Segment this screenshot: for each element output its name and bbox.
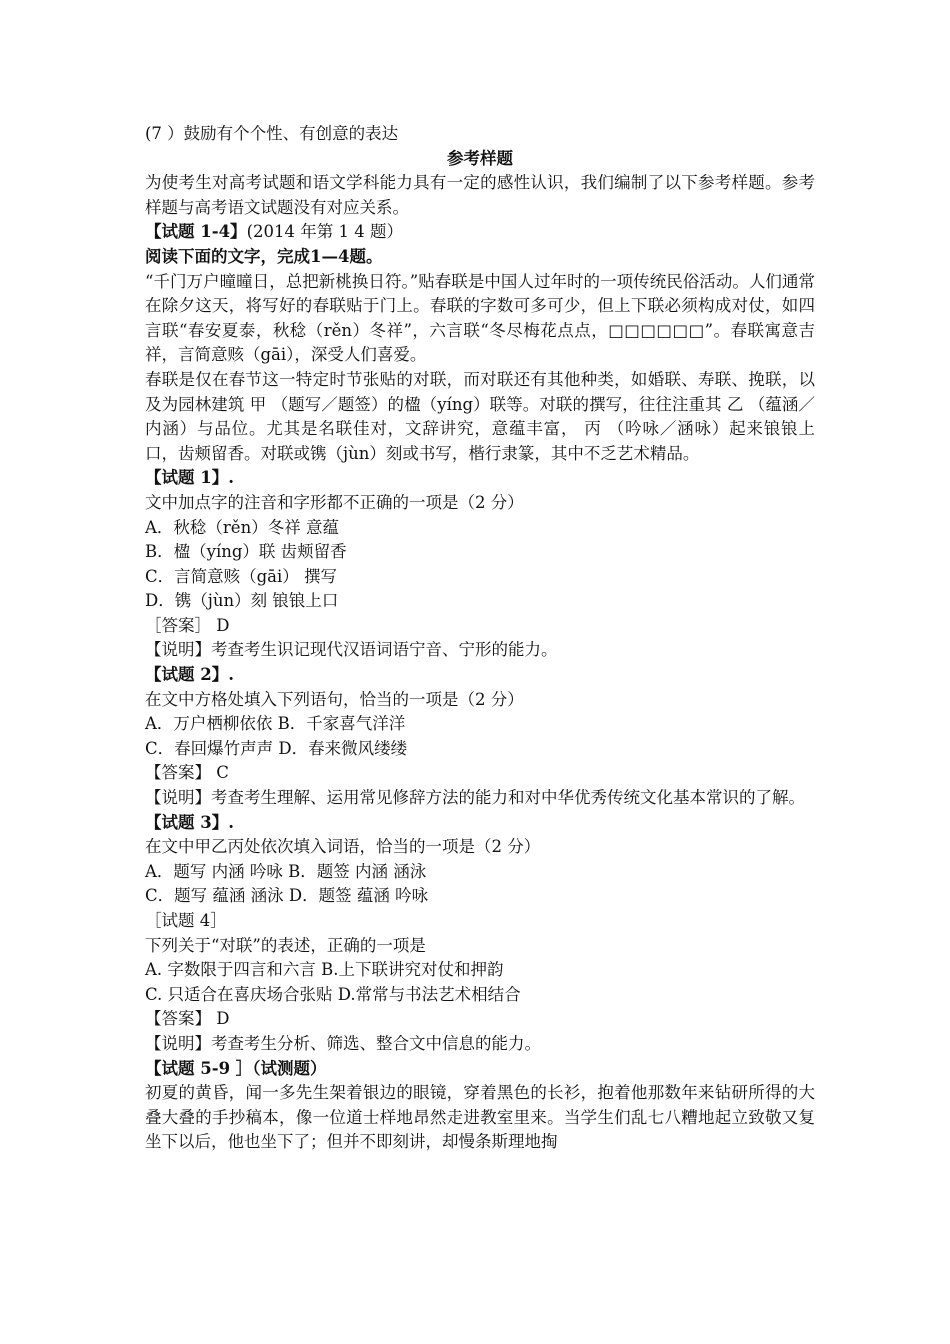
- option-line: A．万户栖柳依依 B．千家喜气洋洋: [145, 714, 406, 734]
- explanation-paragraph: 【说明】考查考生理解、运用常见修辞方法的能力和对中华优秀传统文化基本常识的了解。: [145, 788, 805, 808]
- question-label: 【试题 1】.: [145, 468, 234, 488]
- question-label: 【试题 2】.: [145, 665, 234, 685]
- reading-instruction: 阅读下面的文字，完成1—4题。: [145, 246, 383, 266]
- question-label: ［试题 4］: [145, 911, 227, 930]
- answer-line: 【答案】 C: [145, 763, 229, 783]
- question-group-source: (2014 年第 1 4 题）: [246, 222, 403, 242]
- option-line: B．楹（yíng）联 齿颊留香: [145, 542, 347, 562]
- answer-line: 【答案】 D: [145, 1009, 230, 1029]
- question-stem: 下列关于“对联”的表述，正确的一项是: [145, 935, 426, 955]
- option-line: C．言简意赅（gāi） 撰写: [145, 566, 338, 586]
- question-stem: 文中加点字的注音和字形都不正确的一项是（2 分）: [145, 492, 524, 512]
- question-label: 【试题 3】.: [145, 812, 234, 832]
- question-group-header: [145, 220, 815, 245]
- option-line: D．镌（jùn）刻 锒锒上口: [145, 591, 339, 611]
- option-line: A．秋稔（rěn）冬祥 意蕴: [145, 517, 339, 537]
- passage-paragraph: 春联是仅在春节这一特定时节张贴的对联，而对联还有其他种类，如婚联、寿联、挽联，以及为园林建筑 甲 （题写／题签）的楹（yíng）联等。对联的撰写，往往注重其 乙 （蕴涵／内涵）与品位。尤其是名联佳对，文辞讲究，意蕴丰富， 丙 （吟咏／涵咏）起来锒锒上口，齿颊留香。对联或镌（jùn）刻或书写，楷行隶篆，其中不乏艺术精品。: [145, 369, 815, 463]
- passage-paragraph: “千门万户曈曈日，总把新桃换日符。”贴春联是中国人过年时的一项传统民俗活动。人们通常在除夕这天，将写好的春联贴于门上。春联的字数可多可少，但上下联必须构成对仗，如四言联“春安夏泰，秋稔（rěn）冬祥”，六言联“冬尽梅花点点，□□□□□□”。春联寓意吉祥，言简意赅（gāi），深受人们喜爱。: [145, 271, 815, 365]
- explanation-line: 【说明】考查考生分析、筛选、整合文中信息的能力。: [145, 1033, 541, 1053]
- answer-line: ［答案］ D: [145, 615, 230, 635]
- question-group-header: 【试题 5-9 ］（试测题）: [145, 1058, 327, 1078]
- question-stem: 在文中甲乙丙处依次填入词语，恰当的一项是（2 分）: [145, 837, 541, 857]
- question-stem: 在文中方格处填入下列语句，恰当的一项是（2 分）: [145, 689, 524, 709]
- text-line: (7 ）鼓励有个个性、有创意的表达: [145, 124, 399, 143]
- passage-paragraph: 初夏的黄昏，闻一多先生架着银边的眼镜，穿着黑色的长衫，抱着他那数年来钻研所得的大叠大叠的手抄稿本，像一位道士样地昂然走进教室里来。当学生们乱七八糟地起立致敬又复坐下以后，他也坐下了；但并不即刻讲，却慢条斯理地掏: [145, 1083, 815, 1152]
- explanation-line: 【说明】考查考生识记现代汉语词语宁音、宁形的能力。: [145, 640, 558, 660]
- option-line: C. 只适合在喜庆场合张贴 D.常常与书法艺术相结合: [145, 984, 521, 1004]
- option-line: C．春回爆竹声声 D．春来微风缕缕: [145, 738, 408, 758]
- document-page: [145, 122, 815, 1155]
- question-group-label: 【试题 1-4】: [145, 222, 247, 242]
- option-line: A. 字数限于四言和六言 B.上下联讲究对仗和押韵: [145, 960, 504, 980]
- intro-paragraph: 为使考生对高考试题和语文学科能力具有一定的感性认识，我们编制了以下参考样题。参考样题与高考语文试题没有对应关系。: [145, 173, 815, 217]
- option-line: A．题写 内涵 吟咏 B．题签 内涵 涵泳: [145, 861, 427, 881]
- option-line: C．题写 蕴涵 涵泳 D．题签 蕴涵 吟咏: [145, 886, 429, 906]
- section-title: 参考样题: [447, 148, 513, 168]
